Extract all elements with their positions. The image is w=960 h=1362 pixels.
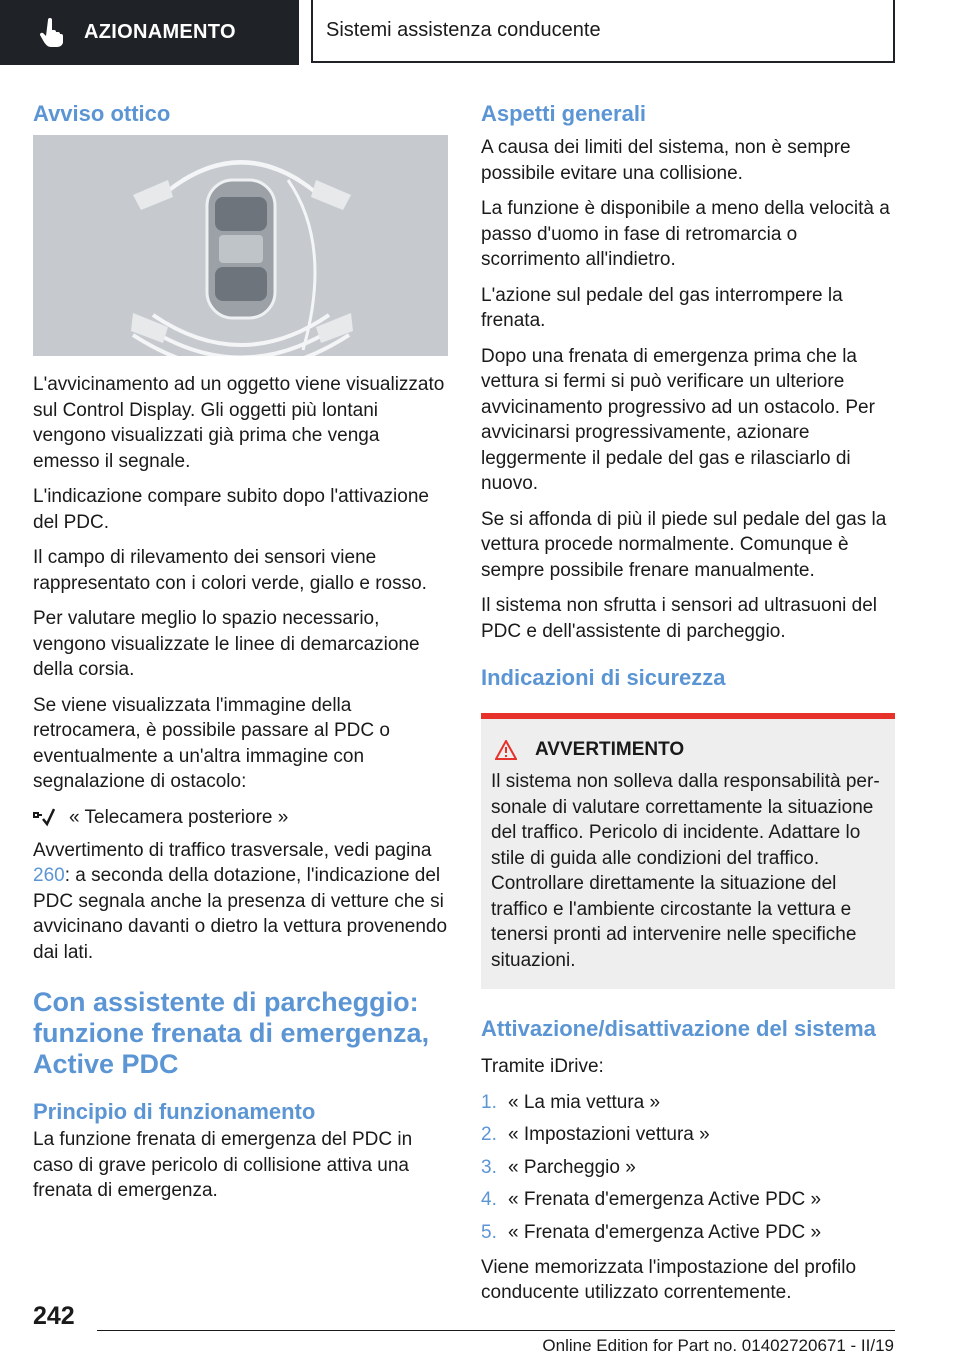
right-column bbox=[481, 100, 895, 1316]
list-item bbox=[481, 1220, 895, 1245]
step-number: 4. bbox=[481, 1189, 497, 1210]
warning-title-row bbox=[491, 739, 885, 761]
sicurezza-heading: Indicazioni di sicurezza bbox=[481, 665, 726, 690]
aspetti-paragraph-2: La funzione è disponibile a meno della velocità a passo d'uomo in fase di retromarcia o scorrimento all'indietro. bbox=[481, 198, 890, 270]
warning-title: AVVERTIMENTO bbox=[535, 739, 685, 760]
avviso-paragraph-6 bbox=[33, 838, 448, 966]
p6-text-after: : a seconda della dotazione, l'indicazione del PDC segnala anche la presenza di vetture che si avvicinano davanti o dietro la vettura provenendo dai lati. bbox=[33, 865, 448, 963]
avviso-paragraph-4: Per valutare meglio lo spazio necessario, vengono visualizzate le linee di demarcazione della corsia. bbox=[33, 608, 420, 680]
step-number: 2. bbox=[481, 1124, 497, 1145]
camera-menu-label: « Telecamera posteriore » bbox=[69, 806, 289, 828]
aspetti-paragraph-3: L'azione sul pedale del gas interrompere la frenata. bbox=[481, 284, 843, 331]
tramite-idrive-text: Tramite iDrive: bbox=[481, 1056, 604, 1077]
list-item bbox=[481, 1155, 895, 1180]
section-tab bbox=[0, 0, 299, 65]
step-text: « Frenata d'emergenza Active PDC » bbox=[508, 1221, 822, 1243]
rear-camera-icon bbox=[33, 807, 55, 827]
list-item bbox=[481, 1122, 895, 1147]
avviso-ottico-heading: Avviso ottico bbox=[33, 101, 171, 126]
attivazione-heading: Attivazione/disattivazione del sistema bbox=[481, 1016, 876, 1041]
warning-text: Il sistema non solleva dalla responsabilità per-sonale di valutare correttamente la situazione del traffico. Pericolo di incidente. Adattare lo stile di guida alle condizioni del traffico. Controllare direttamente la situazione del traffico e l'ambiente circostante la vettura e tenersi pronti ad intervenire nelle specifiche situazioni. bbox=[491, 771, 880, 971]
footer-divider bbox=[97, 1330, 895, 1331]
left-column bbox=[33, 100, 448, 1214]
step-number: 1. bbox=[481, 1091, 497, 1113]
footer-edition: Online Edition for Part no. 01402720671 - II/19 bbox=[542, 1336, 894, 1355]
list-item bbox=[481, 1090, 895, 1115]
steps-list bbox=[481, 1090, 895, 1245]
aspetti-paragraph-5: Se si affonda di più il piede sul pedale del gas la vettura procede normalmente. Comunque è sempre possibile frenare manualmente. bbox=[481, 508, 887, 581]
chapter-tab bbox=[311, 0, 895, 63]
avviso-paragraph-2: L'indicazione compare subito dopo l'attivazione del PDC. bbox=[33, 486, 429, 533]
page-number: 242 bbox=[33, 1302, 75, 1330]
final-paragraph: Viene memorizzata l'impostazione del profilo conducente utilizzato correntemente. bbox=[481, 1256, 857, 1303]
avviso-paragraph-3: Il campo di rilevamento dei sensori viene rappresentato con i colori verde, giallo e rosso. bbox=[33, 547, 427, 594]
aspetti-paragraph-4: Dopo una frenata di emergenza prima che la vettura si fermi si può verificare un ulteriore avvicinamento progressivo ad un ostacolo. Per avvicinarsi progressivamente, azionare leggermente il pedale del gas e rilasciarlo di nuovo. bbox=[481, 345, 875, 494]
aspetti-paragraph-1: A causa dei limiti del sistema, non è sempre possibile evitare una collisione. bbox=[481, 137, 851, 184]
warning-box bbox=[481, 713, 895, 989]
aspetti-paragraph-6: Il sistema non sfrutta i sensori ad ultrasuoni del PDC e dell'assistente di parcheggio. bbox=[481, 595, 878, 642]
step-number: 5. bbox=[481, 1221, 497, 1243]
step-number: 3. bbox=[481, 1156, 497, 1178]
page-link-260[interactable]: 260 bbox=[33, 865, 65, 886]
warning-triangle-icon bbox=[495, 740, 517, 760]
step-text: « Parcheggio » bbox=[508, 1156, 636, 1178]
active-pdc-heading: Con assistente di parcheggio: funzione frenata di emergenza, Active PDC bbox=[33, 987, 430, 1079]
avviso-paragraph-5: Se viene visualizzata l'immagine della retrocamera, è possibile passare al PDC o eventualmente a un'altra immagine con segnalazione di ostacolo: bbox=[33, 694, 390, 792]
step-text: « Frenata d'emergenza Active PDC » bbox=[508, 1189, 822, 1210]
avviso-paragraph-1: L'avvicinamento ad un oggetto viene visualizzato sul Control Display. Gli oggetti più lontani vengono visualizzati già prima che venga emesso il segnale. bbox=[33, 374, 445, 472]
hand-pointer-icon bbox=[40, 18, 66, 48]
pdc-car-illustration bbox=[33, 135, 448, 356]
aspetti-heading: Aspetti generali bbox=[481, 101, 647, 126]
p6-text-before: Avvertimento di traffico trasversale, vedi pagina bbox=[33, 839, 432, 861]
principio-heading: Principio di funzionamento bbox=[33, 1099, 316, 1124]
chapter-label: Sistemi assistenza conducente bbox=[326, 19, 601, 41]
step-text: « Impostazioni vettura » bbox=[508, 1124, 710, 1145]
camera-menu-item bbox=[33, 805, 448, 830]
list-item bbox=[481, 1187, 895, 1212]
step-text: « La mia vettura » bbox=[508, 1091, 661, 1113]
principio-paragraph: La funzione frenata di emergenza del PDC in caso di grave pericolo di collisione attiva una frenata di emergenza. bbox=[33, 1129, 413, 1201]
section-label: AZIONAMENTO bbox=[84, 21, 236, 43]
